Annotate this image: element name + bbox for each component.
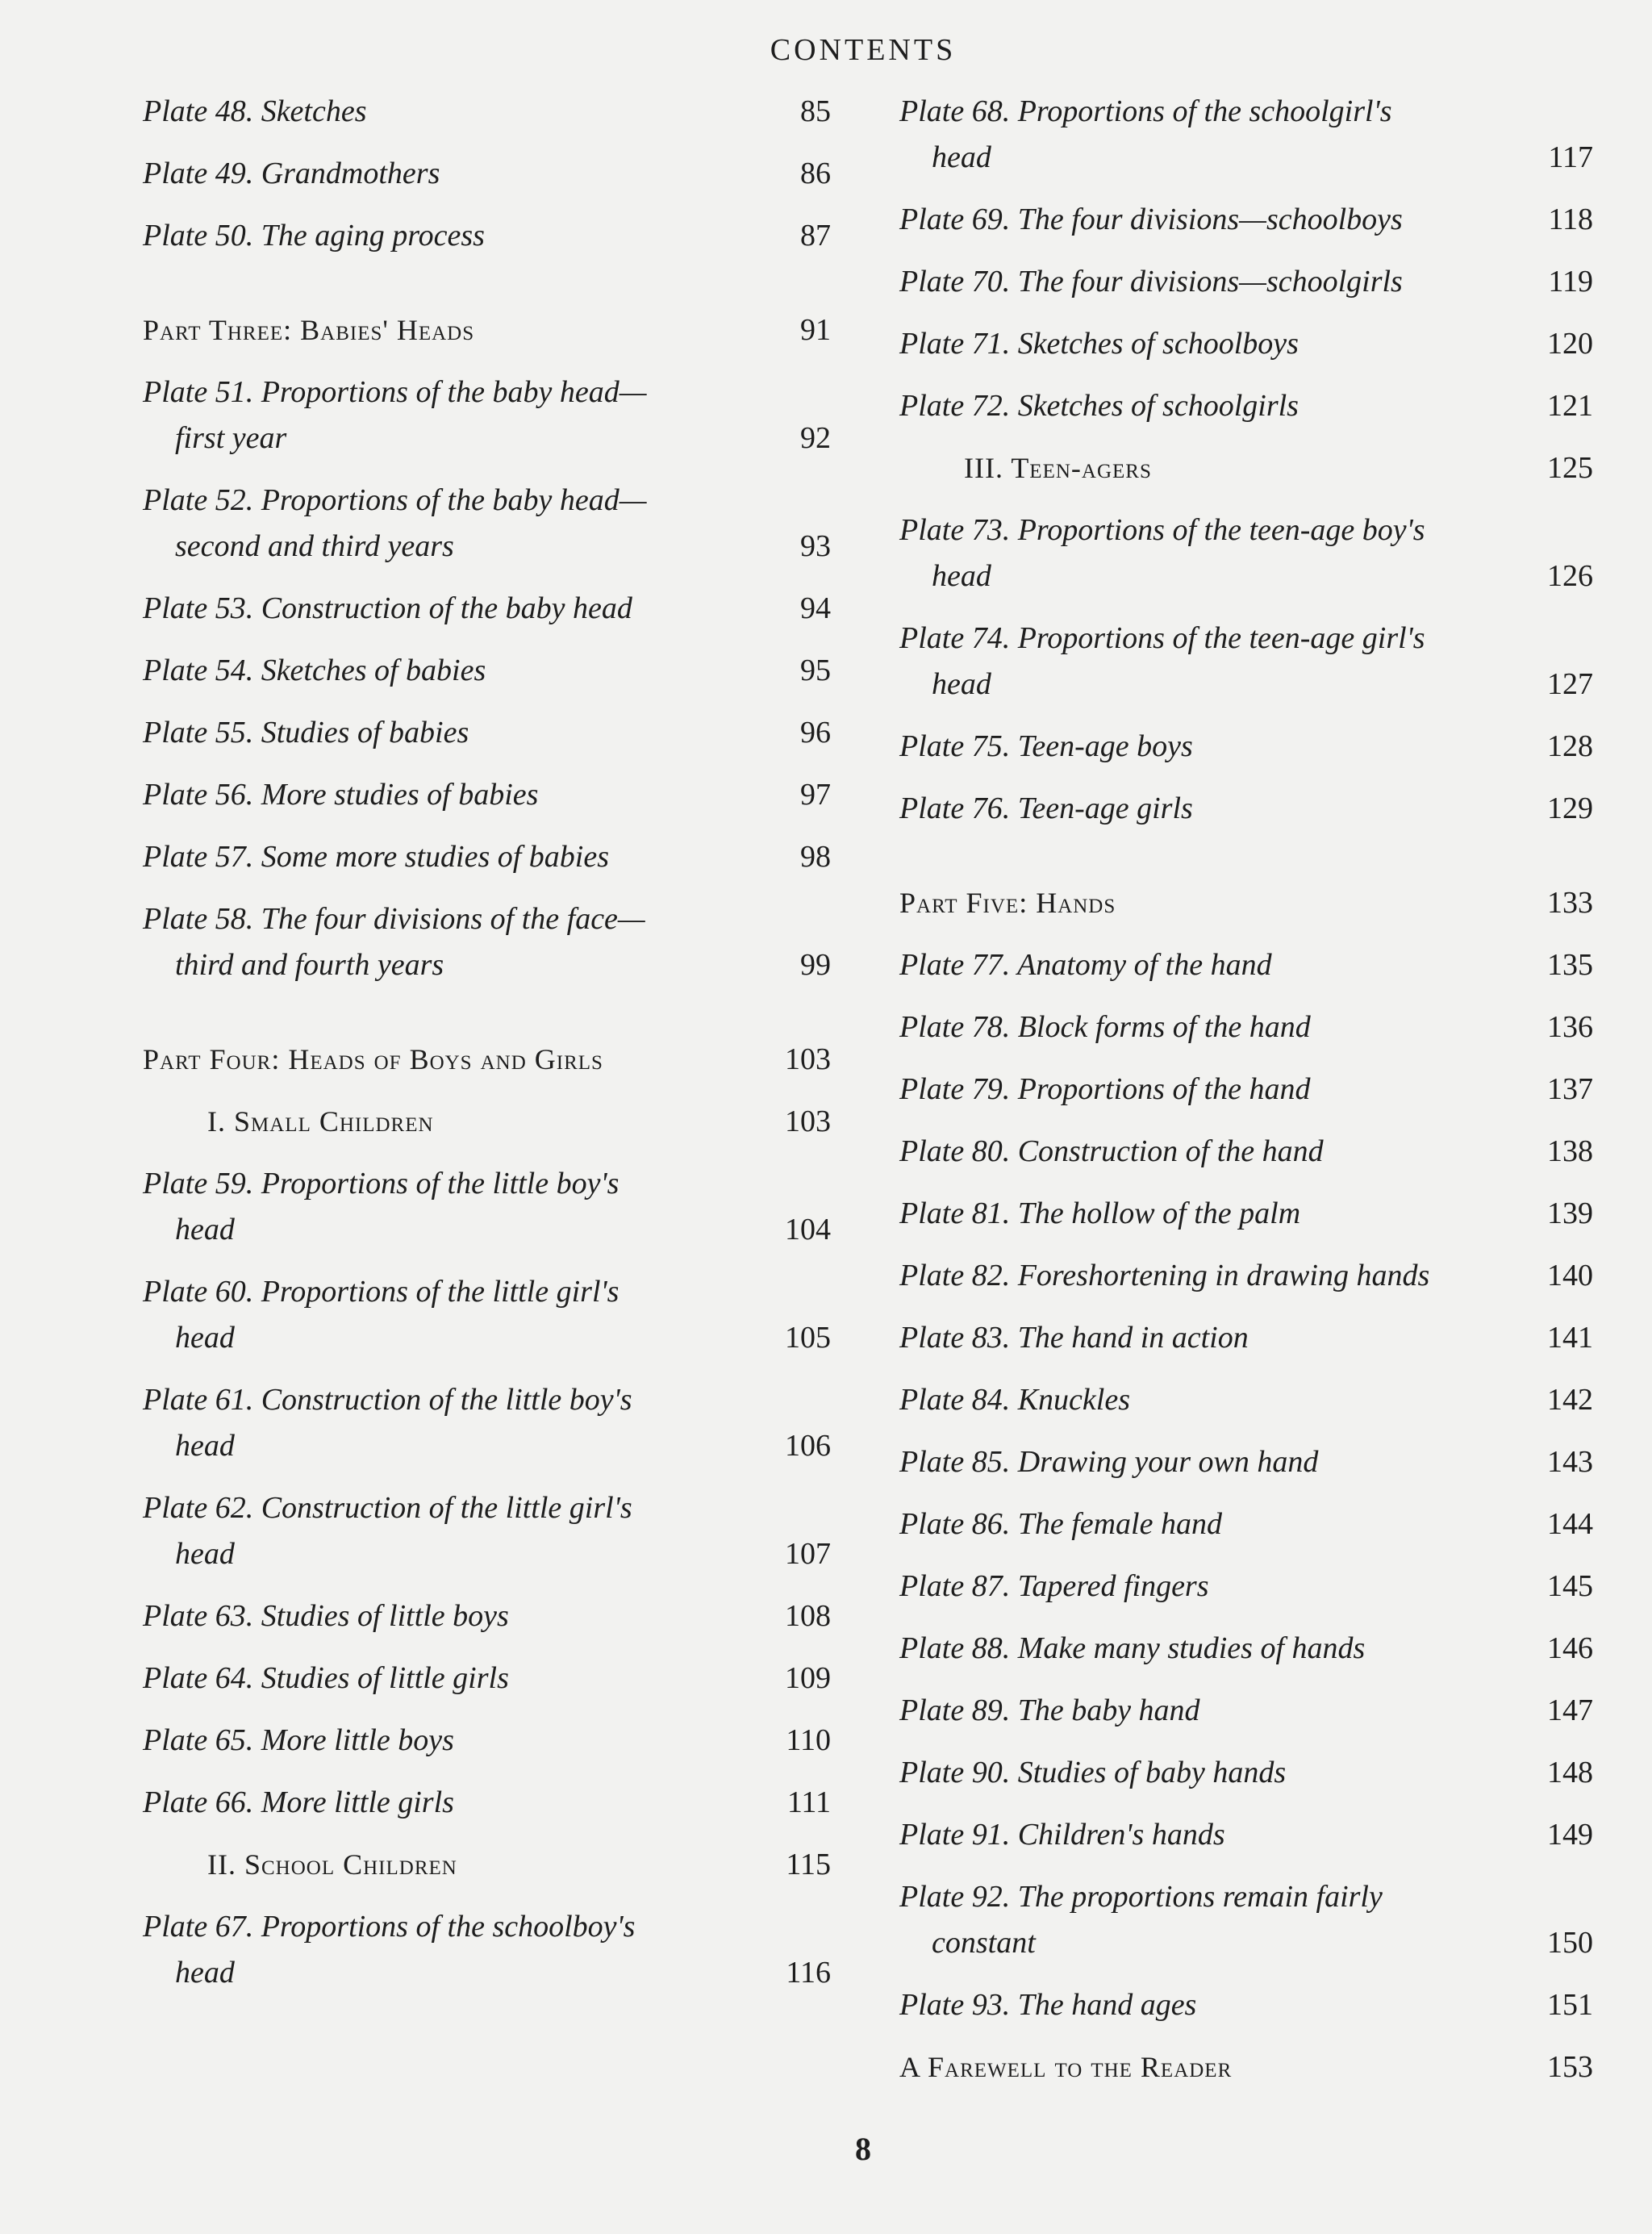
toc-entry-title: Plate 86. The female hand bbox=[899, 1507, 1222, 1541]
toc-entry bbox=[899, 1191, 1593, 1237]
toc-entry-title: Plate 84. Knuckles bbox=[899, 1383, 1130, 1417]
toc-page-number: 127 bbox=[1547, 667, 1593, 701]
toc-entry-title: Plate 64. Studies of little girls bbox=[143, 1661, 509, 1695]
toc-entry-title: Plate 70. The four divisions—schoolgirls bbox=[899, 265, 1403, 299]
toc-entry-title: Plate 62. Construction of the little girl's head bbox=[143, 1491, 632, 1571]
toc-entry-title: III. Teen-agers bbox=[964, 452, 1152, 484]
page-title: CONTENTS bbox=[770, 33, 957, 67]
toc-entry-title: Plate 81. The hollow of the palm bbox=[899, 1196, 1301, 1230]
toc-entry-title: Plate 71. Sketches of schoolboys bbox=[899, 327, 1299, 361]
toc-entry bbox=[899, 1626, 1593, 1672]
toc-page-number: 92 bbox=[800, 421, 831, 455]
toc-section-heading bbox=[899, 2044, 1593, 2090]
toc-entry bbox=[143, 89, 831, 135]
toc-page-number: 143 bbox=[1547, 1445, 1593, 1479]
toc-entry-title: Plate 58. The four divisions of the face— third and fourth years bbox=[143, 902, 645, 982]
toc-page-number: 111 bbox=[786, 1785, 831, 1819]
toc-entry bbox=[143, 1904, 831, 1996]
toc-page-number: 149 bbox=[1547, 1818, 1593, 1852]
toc-entry bbox=[143, 1485, 831, 1577]
toc-page-number: 109 bbox=[785, 1661, 831, 1695]
toc-page-number: 94 bbox=[800, 591, 831, 625]
toc-page-number: 145 bbox=[1547, 1569, 1593, 1603]
toc-entry-title: Plate 55. Studies of babies bbox=[143, 716, 469, 750]
toc-entry bbox=[143, 478, 831, 570]
toc-page-number: 105 bbox=[785, 1321, 831, 1355]
toc-page-number: 153 bbox=[1547, 2050, 1593, 2084]
toc-entry bbox=[899, 1750, 1593, 1796]
toc-entry bbox=[899, 259, 1593, 305]
toc-page-number: 147 bbox=[1547, 1693, 1593, 1727]
toc-entry bbox=[143, 1780, 831, 1826]
toc-section-heading bbox=[143, 1842, 831, 1888]
toc-entry-title: Plate 93. The hand ages bbox=[899, 1988, 1197, 2022]
toc-entry bbox=[143, 834, 831, 880]
toc-page-number: 117 bbox=[1548, 140, 1593, 174]
toc-page-number: 86 bbox=[800, 157, 831, 190]
toc-page-number: 104 bbox=[785, 1213, 831, 1246]
toc-entry-title: Plate 76. Teen-age girls bbox=[899, 791, 1193, 825]
toc-entry-title: Plate 53. Construction of the baby head bbox=[143, 591, 632, 625]
toc-page-number: 141 bbox=[1547, 1321, 1593, 1355]
toc-page-number: 142 bbox=[1547, 1383, 1593, 1417]
toc-entry-title: Plate 72. Sketches of schoolgirls bbox=[899, 389, 1299, 423]
toc-entry bbox=[899, 1812, 1593, 1858]
toc-entry-title: Plate 68. Proportions of the schoolgirl's head bbox=[899, 94, 1392, 174]
toc-entry-title: Plate 74. Proportions of the teen-age girl's head bbox=[899, 621, 1425, 701]
toc-entry bbox=[899, 1315, 1593, 1361]
toc-page-number: 144 bbox=[1547, 1507, 1593, 1541]
toc-entry bbox=[143, 1377, 831, 1469]
toc-entry bbox=[899, 1129, 1593, 1175]
toc-page-number: 87 bbox=[800, 219, 831, 253]
toc-entry-title: Plate 88. Make many studies of hands bbox=[899, 1631, 1366, 1665]
toc-section-heading bbox=[899, 445, 1593, 491]
toc-page-number: 116 bbox=[786, 1956, 831, 1990]
toc-page-number: 99 bbox=[800, 948, 831, 982]
toc-page-number: 120 bbox=[1547, 327, 1593, 361]
toc-page-number: 119 bbox=[1548, 265, 1593, 299]
toc-entry-title: Plate 91. Children's hands bbox=[899, 1818, 1225, 1852]
toc-entry bbox=[143, 586, 831, 632]
toc-entry bbox=[899, 942, 1593, 988]
toc-page-number: 146 bbox=[1547, 1631, 1593, 1665]
toc-entry-title: Plate 60. Proportions of the little girl's head bbox=[143, 1275, 620, 1355]
toc-section-heading bbox=[143, 1099, 831, 1145]
toc-entry bbox=[899, 1982, 1593, 2028]
toc-entry bbox=[143, 896, 831, 988]
toc-entry-title: Plate 77. Anatomy of the hand bbox=[899, 948, 1272, 982]
toc-entry-title: Plate 56. More studies of babies bbox=[143, 778, 539, 812]
toc-entry-title: Plate 73. Proportions of the teen-age boy's head bbox=[899, 513, 1425, 593]
toc-entry bbox=[899, 1377, 1593, 1423]
toc-entry bbox=[899, 724, 1593, 770]
toc-entry bbox=[899, 1564, 1593, 1610]
toc-entry bbox=[143, 1593, 831, 1639]
toc-entry-title: Part Five: Hands bbox=[899, 887, 1116, 919]
toc-page-number: 95 bbox=[800, 653, 831, 687]
toc-entry bbox=[899, 616, 1593, 708]
toc-page-number: 137 bbox=[1547, 1072, 1593, 1106]
toc-entry-title: II. School Children bbox=[207, 1848, 457, 1881]
toc-page-number: 148 bbox=[1547, 1756, 1593, 1789]
toc-entry-title: Plate 66. More little girls bbox=[143, 1785, 454, 1819]
toc-entry bbox=[899, 1501, 1593, 1547]
toc-entry bbox=[899, 383, 1593, 429]
toc-entry bbox=[143, 710, 831, 756]
toc-entry-title: Plate 79. Proportions of the hand bbox=[899, 1072, 1311, 1106]
toc-page-number: 121 bbox=[1547, 389, 1593, 423]
toc-section-heading bbox=[143, 1037, 831, 1083]
toc-page-number: 108 bbox=[785, 1599, 831, 1633]
toc-page-number: 118 bbox=[1548, 203, 1593, 236]
toc-page-number: 126 bbox=[1547, 559, 1593, 593]
toc-page-number: 96 bbox=[800, 716, 831, 750]
toc-page-number: 151 bbox=[1547, 1988, 1593, 2022]
toc-entry-title: Plate 89. The baby hand bbox=[899, 1693, 1200, 1727]
toc-page-number: 138 bbox=[1547, 1134, 1593, 1168]
toc-entry bbox=[899, 1688, 1593, 1734]
toc-page-number: 106 bbox=[785, 1429, 831, 1463]
toc-page-number: 103 bbox=[785, 1104, 831, 1138]
toc-entry-title: Plate 92. The proportions remain fairly constant bbox=[899, 1880, 1383, 1960]
toc-column-left bbox=[143, 89, 831, 2012]
toc-entry bbox=[143, 1161, 831, 1253]
toc-entry-title: Plate 75. Teen-age boys bbox=[899, 729, 1193, 763]
toc-page-number: 128 bbox=[1547, 729, 1593, 763]
toc-entry bbox=[899, 1874, 1593, 1966]
toc-page-number: 135 bbox=[1547, 948, 1593, 982]
toc-entry-title: Plate 80. Construction of the hand bbox=[899, 1134, 1324, 1168]
toc-page-number: 98 bbox=[800, 840, 831, 874]
toc-entry bbox=[899, 1067, 1593, 1113]
toc-entry-title: Plate 52. Proportions of the baby head— second and third years bbox=[143, 483, 647, 563]
toc-entry bbox=[143, 772, 831, 818]
toc-page-number: 150 bbox=[1547, 1926, 1593, 1960]
toc-entry bbox=[899, 507, 1593, 599]
toc-entry-title: Plate 63. Studies of little boys bbox=[143, 1599, 509, 1633]
toc-page-number: 125 bbox=[1547, 451, 1593, 485]
toc-entry-title: Part Three: Babies' Heads bbox=[143, 314, 475, 346]
toc-page-number: 110 bbox=[786, 1723, 831, 1757]
toc-entry-title: Plate 67. Proportions of the schoolboy's head bbox=[143, 1910, 636, 1990]
toc-page-number: 139 bbox=[1547, 1196, 1593, 1230]
toc-entry bbox=[143, 370, 831, 461]
page-number: 8 bbox=[855, 2131, 871, 2167]
toc-page-number: 107 bbox=[785, 1537, 831, 1571]
toc-column-right bbox=[899, 89, 1593, 2107]
toc-page-number: 136 bbox=[1547, 1010, 1593, 1044]
toc-page-number: 91 bbox=[800, 313, 831, 347]
toc-page-number: 140 bbox=[1547, 1259, 1593, 1292]
toc-page-number: 85 bbox=[800, 94, 831, 128]
toc-entry bbox=[143, 213, 831, 259]
toc-section-heading bbox=[143, 307, 831, 353]
toc-entry bbox=[899, 89, 1593, 181]
toc-entry-title: Plate 78. Block forms of the hand bbox=[899, 1010, 1311, 1044]
toc-entry-title: Part Four: Heads of Boys and Girls bbox=[143, 1043, 603, 1075]
toc-entry-title: Plate 69. The four divisions—schoolboys bbox=[899, 203, 1403, 236]
toc-entry bbox=[143, 151, 831, 197]
toc-entry-title: Plate 49. Grandmothers bbox=[143, 157, 440, 190]
toc-page-number: 103 bbox=[785, 1042, 831, 1076]
toc-entry bbox=[143, 1656, 831, 1702]
toc-entry bbox=[899, 321, 1593, 367]
toc-entry-title: Plate 54. Sketches of babies bbox=[143, 653, 486, 687]
toc-entry-title: Plate 59. Proportions of the little boy's head bbox=[143, 1167, 620, 1246]
toc-entry-title: Plate 87. Tapered fingers bbox=[899, 1569, 1209, 1603]
toc-entry bbox=[143, 648, 831, 694]
toc-page-number: 133 bbox=[1547, 886, 1593, 920]
toc-entry bbox=[899, 786, 1593, 832]
toc-entry bbox=[899, 1004, 1593, 1050]
toc-entry bbox=[143, 1269, 831, 1361]
toc-entry-title: Plate 61. Construction of the little boy's head bbox=[143, 1383, 632, 1463]
toc-entry-title: Plate 82. Foreshortening in drawing hands bbox=[899, 1259, 1430, 1292]
toc-page-number: 97 bbox=[800, 778, 831, 812]
toc-entry bbox=[899, 1439, 1593, 1485]
toc-entry bbox=[899, 1253, 1593, 1299]
toc-entry bbox=[899, 197, 1593, 243]
toc-entry bbox=[143, 1718, 831, 1764]
toc-entry-title: A Farewell to the Reader bbox=[899, 2051, 1233, 2083]
toc-entry-title: Plate 50. The aging process bbox=[143, 219, 485, 253]
toc-entry-title: Plate 51. Proportions of the baby head— first year bbox=[143, 375, 647, 455]
toc-page-number: 115 bbox=[786, 1848, 831, 1881]
toc-entry-title: Plate 85. Drawing your own hand bbox=[899, 1445, 1319, 1479]
toc-page-number: 129 bbox=[1547, 791, 1593, 825]
toc-entry-title: Plate 65. More little boys bbox=[143, 1723, 454, 1757]
toc-entry-title: Plate 90. Studies of baby hands bbox=[899, 1756, 1287, 1789]
toc-entry-title: Plate 48. Sketches bbox=[143, 94, 367, 128]
toc-entry-title: Plate 57. Some more studies of babies bbox=[143, 840, 610, 874]
toc-entry-title: Plate 83. The hand in action bbox=[899, 1321, 1249, 1355]
toc-section-heading bbox=[899, 880, 1593, 926]
toc-page-number: 93 bbox=[800, 529, 831, 563]
toc-entry-title: I. Small Children bbox=[207, 1105, 434, 1138]
